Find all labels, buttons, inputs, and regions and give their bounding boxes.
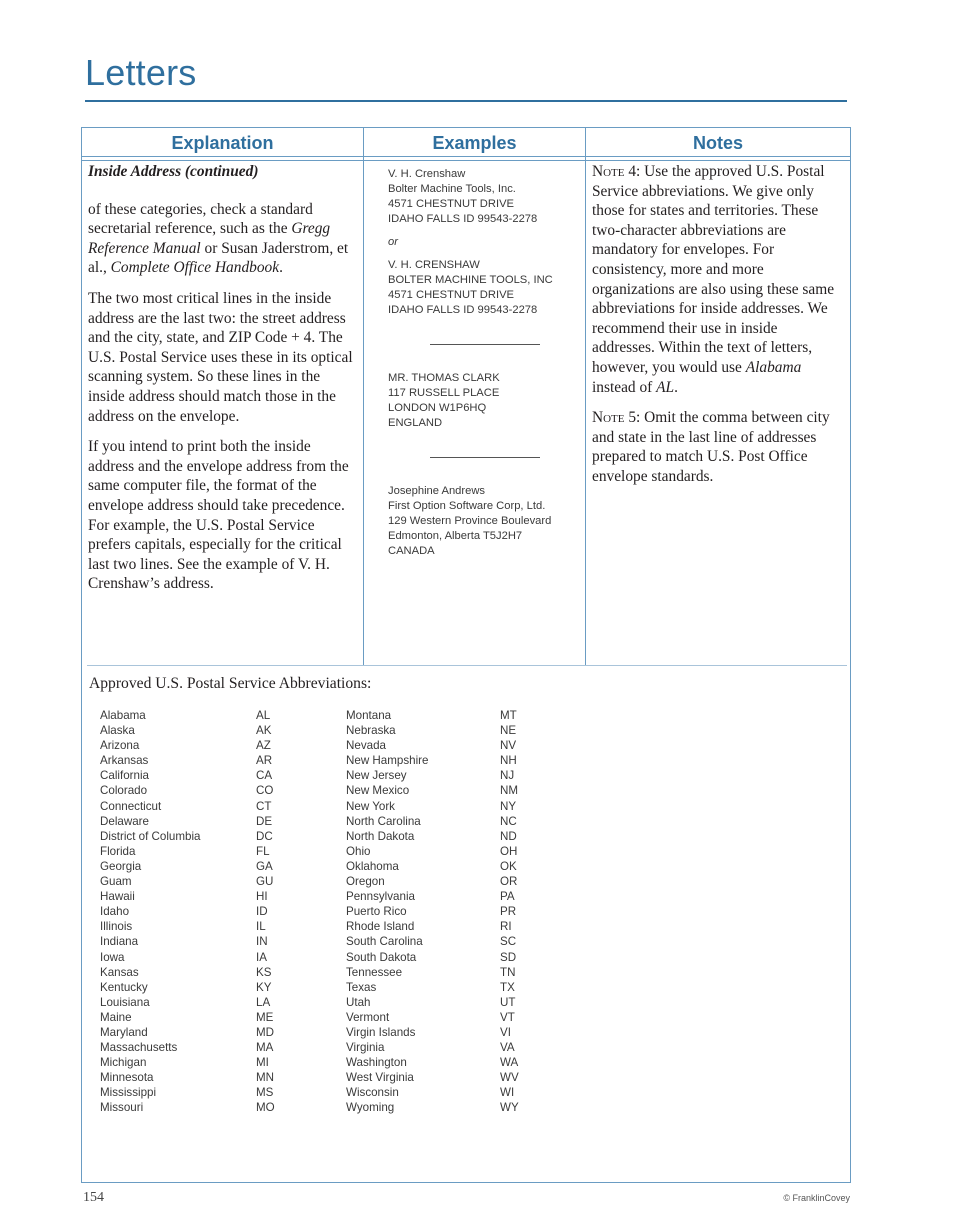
state-name: Kansas [100,965,139,979]
state-name: Minnesota [100,1071,154,1085]
page-title: Letters [85,52,197,93]
address-line: Josephine Andrews [388,485,486,497]
text: . [279,259,283,277]
state-name: Washington [346,1056,407,1070]
address-line: V. H. Crenshaw [388,168,466,180]
state-code: AK [256,724,272,738]
column-divider [363,128,364,666]
abbreviations-title: Approved U.S. Postal Service Abbreviations: [89,675,372,692]
state-name: Montana [346,709,392,722]
state-code: NH [500,754,517,768]
header-divider [82,156,850,157]
state-code: NE [500,724,517,738]
subheading: Inside Address (continued) [88,163,259,180]
state-code: KS [256,965,272,979]
state-name: Illinois [100,920,133,934]
state-code: WY [500,1101,519,1115]
state-name: Texas [346,980,377,994]
state-code: AZ [256,739,271,753]
state-name: District of Columbia [100,829,201,843]
address-line: ENGLAND [388,417,443,429]
state-code: MT [500,709,517,722]
state-code: DC [256,829,273,843]
address-example [388,167,578,227]
state-name: Florida [100,844,136,858]
state-name: Vermont [346,1010,390,1024]
state-name: Virginia [346,1041,385,1055]
copyright: © FranklinCovey [783,1193,850,1203]
state-code: MO [256,1101,275,1115]
state-name: New Mexico [346,784,410,798]
state-name: Rhode Island [346,920,415,934]
state-code: NM [500,784,519,798]
address-line: 117 RUSSELL PLACE [388,387,500,399]
state-code: VT [500,1010,515,1024]
column-divider [585,128,586,666]
address-line: IDAHO FALLS ID 99543-2278 [388,304,538,316]
address-line: BOLTER MACHINE TOOLS, INC [388,274,553,286]
state-code: OR [500,875,518,889]
address-line: Bolter Machine Tools, Inc. [388,183,516,195]
address-line: 4571 CHESTNUT DRIVE [388,198,515,210]
state-code: FL [256,844,270,858]
state-code: MS [256,1086,274,1100]
examples-cell [388,167,578,559]
state-code: MI [256,1056,269,1070]
state-code: OH [500,844,518,858]
state-name: Massachusetts [100,1041,178,1055]
state-name: Georgia [100,859,142,873]
note-4 [592,162,842,397]
explanation-paragraph: The two most critical lines in the inside address are the last two: the street address and the city, state, and ZIP Code + 4. The U.S. Postal Service uses these in its optical scanning system. So these lines in the inside address should match those in the address on the envelope. [88,289,353,425]
state-code: VA [500,1041,515,1055]
address-line: MR. THOMAS CLARK [388,372,500,384]
state-name: Alaska [100,724,135,738]
state-name: North Carolina [346,814,421,828]
address-line: 129 Western Province Boulevard [388,515,552,527]
state-name: Indiana [100,935,139,949]
state-code: GU [256,875,274,889]
or-label: or [388,236,398,248]
note-5 [592,408,842,486]
address-example [388,371,578,431]
address-line: LONDON W1P6HQ [388,402,487,414]
state-name: Oregon [346,875,385,889]
abbreviation-list-right-codes [500,708,519,1116]
state-name: Tennessee [346,965,403,979]
explanation-paragraph: If you intend to print both the inside address and the envelope address from the same computer file, the format of the envelope address should take precedence. For example, the U.S. Postal Service prefers capitals, especially for the critical last two lines. See the example of V. H. Crenshaw’s address. [88,438,349,593]
explanation-cell [88,162,358,605]
state-name: Pennsylvania [346,890,415,904]
text-italic: Alabama [745,358,802,376]
address-example [388,484,578,559]
state-code: OK [500,859,517,873]
state-code: NY [500,799,517,813]
state-code: IA [256,950,267,964]
state-code: DE [256,814,273,828]
state-name: Guam [100,875,132,889]
state-code: CT [256,799,272,813]
state-code: AL [256,709,271,722]
state-code: MD [256,1025,275,1039]
state-name: New Hampshire [346,754,429,768]
title-rule [85,100,847,102]
state-code: AR [256,754,273,768]
text: 5: Omit the comma between city and state in the last line of addresses prepared to match U.S. Post Office envelope standards. [592,409,830,485]
state-code: MA [256,1041,274,1055]
state-code: WV [500,1071,519,1085]
state-code: NV [500,739,517,753]
column-header-examples: Examples [432,133,517,153]
state-code: ND [500,829,517,843]
state-name: California [100,769,149,783]
state-name: Mississippi [100,1086,157,1100]
state-name: Hawaii [100,890,135,904]
state-name: Michigan [100,1056,147,1070]
state-name: Connecticut [100,799,162,813]
state-code: NC [500,814,517,828]
state-name: Wisconsin [346,1086,399,1100]
header-divider-double [82,160,850,161]
state-name: Wyoming [346,1101,395,1115]
book-title: Complete Office Handbook [110,259,280,277]
state-code: WA [500,1056,519,1070]
state-code: CA [256,769,273,783]
address-line: V. H. CRENSHAW [388,259,480,271]
state-code: MN [256,1071,275,1085]
state-name: Idaho [100,905,130,919]
state-code: IL [256,920,266,934]
state-name: Utah [346,995,371,1009]
state-name: Puerto Rico [346,905,407,919]
address-line: First Option Software Corp, Ltd. [388,500,546,512]
state-name: Virgin Islands [346,1025,416,1039]
state-name: Nevada [346,739,386,753]
state-name: Oklahoma [346,859,399,873]
abbreviation-list-right-names [346,708,428,1116]
address-example [388,258,578,318]
table-bottom-rule [87,665,847,666]
column-header-explanation: Explanation [171,133,274,153]
state-name: Iowa [100,950,125,964]
address-line: IDAHO FALLS ID 99543-2278 [388,213,538,225]
state-name: Kentucky [100,980,148,994]
state-name: Maine [100,1010,132,1024]
text: instead of [592,378,657,396]
state-name: South Carolina [346,935,423,949]
state-name: New Jersey [346,769,407,783]
state-name: Arkansas [100,754,149,768]
state-code: WI [500,1086,515,1100]
address-line: 4571 CHESTNUT DRIVE [388,289,515,301]
separator-rule [430,344,540,345]
state-name: Missouri [100,1101,144,1115]
abbreviation-list-left-names [100,708,201,1116]
state-code: KY [256,980,272,994]
state-name: Nebraska [346,724,396,738]
notes-cell [592,162,842,498]
text: 4: Use the approved U.S. Postal Service abbreviations. We give only those for states and territories. These two-character abbreviations are mandatory for envelopes. For consistency, more and more organizations are also using these same abbreviations for inside addresses. We recommend their use in inside addresses. Within the text of letters, however, you would use [592,163,835,376]
state-code: HI [256,890,268,904]
separator-rule [430,457,540,458]
state-code: LA [256,995,271,1009]
state-name: Colorado [100,784,148,798]
state-name: Maryland [100,1025,148,1039]
note-label: Note [592,409,625,427]
state-code: PR [500,905,517,919]
state-name: West Virginia [346,1071,414,1085]
state-code: UT [500,995,516,1009]
column-header-notes: Notes [692,133,743,153]
state-code: NJ [500,769,515,783]
state-code: CO [256,784,274,798]
abbreviation-list-left-codes [256,708,275,1116]
state-name: North Dakota [346,829,415,843]
address-line: CANADA [388,545,435,557]
state-code: ID [256,905,268,919]
state-name: South Dakota [346,950,417,964]
state-code: SD [500,950,517,964]
text: . [674,378,678,396]
state-name: New York [346,799,395,813]
state-code: TN [500,965,516,979]
text-italic: AL [656,378,675,396]
state-name: Arizona [100,739,140,753]
state-code: VI [500,1025,511,1039]
state-name: Ohio [346,844,371,858]
state-code: TX [500,980,515,994]
state-code: RI [500,920,512,934]
state-code: GA [256,859,273,873]
book-title: Gregg Reference Manual [88,220,331,257]
state-code: PA [500,890,515,904]
explanation-paragraph [88,200,358,278]
state-name: Louisiana [100,995,150,1009]
text: or Susan Jaderstrom, et al., [88,239,349,277]
state-code: IN [256,935,268,949]
text: of these categories, check a standard secretarial reference, such as the [88,200,313,238]
address-line: Edmonton, Alberta T5J2H7 [388,530,523,542]
note-label: Note [592,163,625,180]
state-code: SC [500,935,517,949]
page-number: 154 [83,1190,104,1205]
state-name: Delaware [100,814,149,828]
state-code: ME [256,1010,274,1024]
state-name: Alabama [100,709,146,722]
